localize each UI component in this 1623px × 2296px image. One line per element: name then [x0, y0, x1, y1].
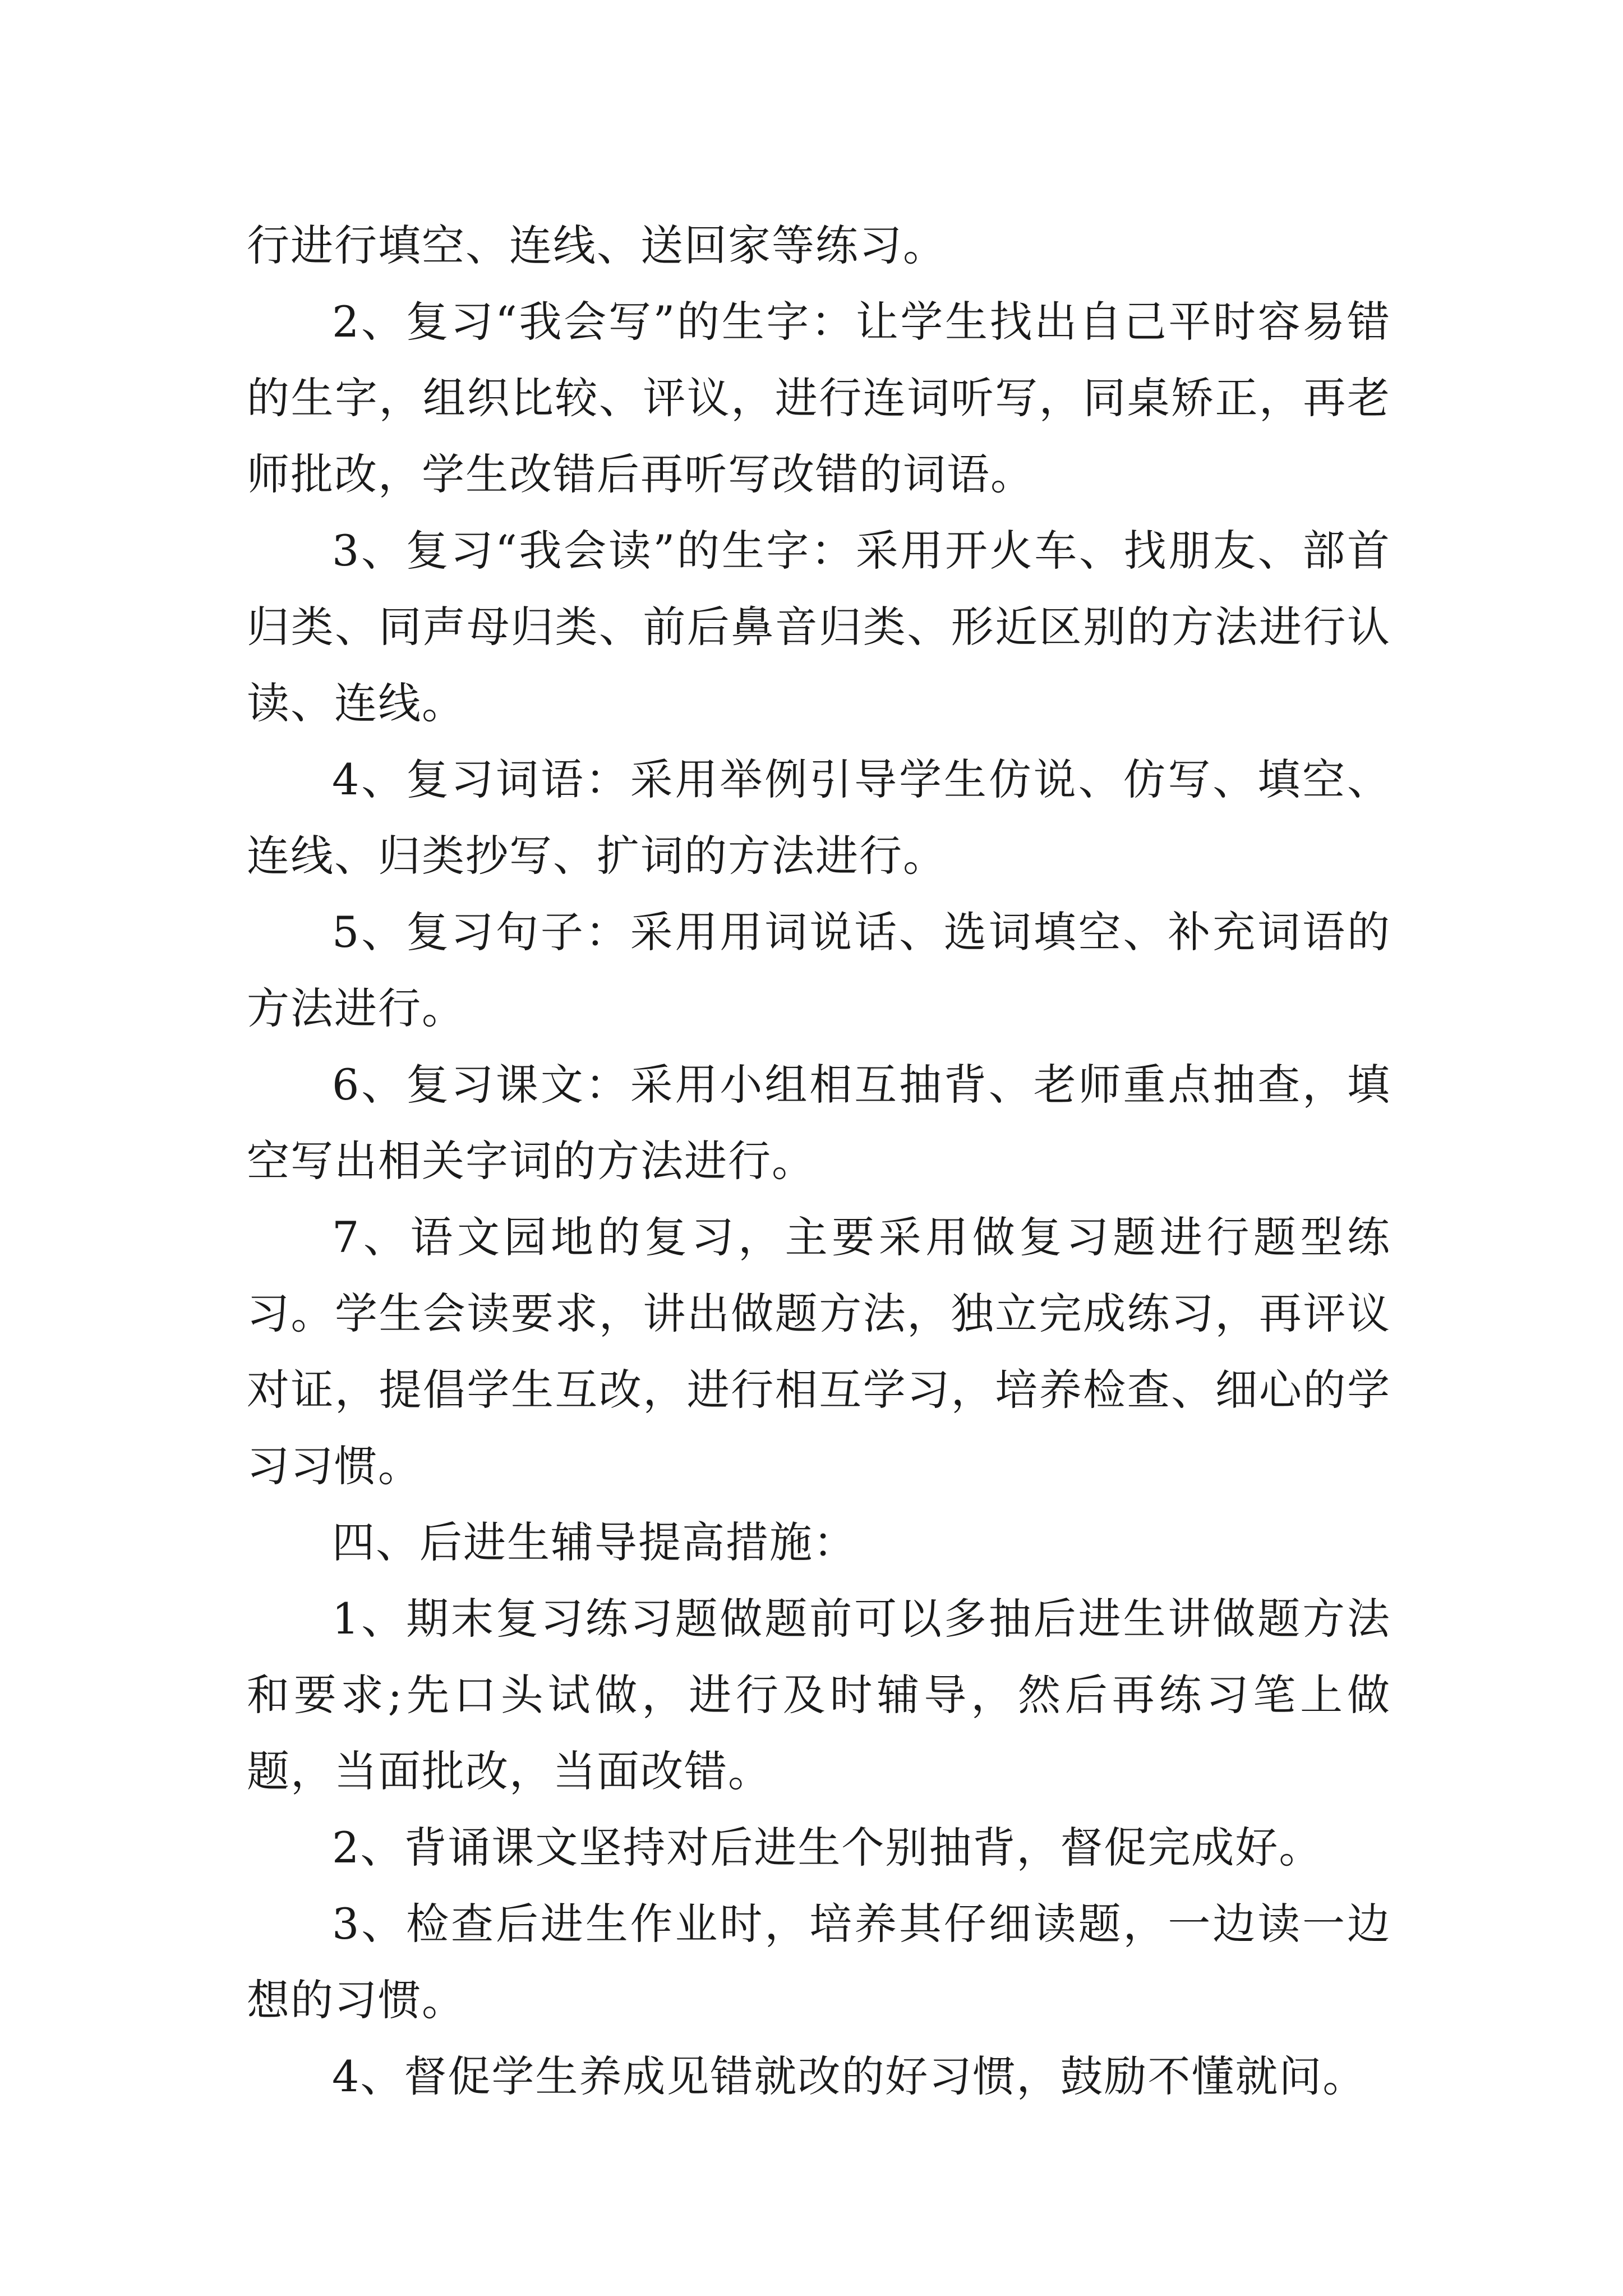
paragraph-continuation: 行进行填空、连线、送回家等练习。 — [247, 220, 947, 270]
paragraph-review-words: 4、复习词语：采用举例引导学生仿说、仿写、填空、连线、归类抄写、扩词的方法进行。 — [247, 754, 1391, 881]
paragraph-tutoring-4: 4、督促学生养成见错就改的好习惯，鼓励不懂就问。 — [332, 2051, 1367, 2101]
paragraph-tutoring-3: 3、检查后进生作业时，培养其仔细读题，一边读一边想的习惯。 — [247, 1899, 1391, 2025]
paragraph-tutoring-1: 1、期末复习练习题做题前可以多抽后进生讲做题方法和要求;先口头试做，进行及时辅导，然后再练习笔上做题，当面批改，当面改错。 — [247, 1594, 1391, 1796]
paragraph-tutoring-2: 2、背诵课文坚持对后进生个别抽背，督促完成好。 — [332, 1823, 1323, 1872]
paragraph-review-reading: 3、复习“我会读”的生字：采用开火车、找朋友、部首归类、同声母归类、前后鼻音归类、形近区别的方法进行认读、连线。 — [247, 526, 1391, 728]
section-heading-tutoring: 四、后进生辅导提高措施： — [332, 1517, 857, 1567]
paragraph-review-sentences: 5、复习句子：采用用词说话、选词填空、补充词语的方法进行。 — [247, 907, 1391, 1033]
paragraph-review-writing: 2、复习“我会写”的生字：让学生找出自己平时容易错的生字，组织比较、评议，进行连词听写，同桌矫正，再老师批改，学生改错后再听写改错的词语。 — [247, 297, 1391, 499]
document-body — [247, 208, 1391, 2115]
paragraph-review-garden: 7、语文园地的复习，主要采用做复习题进行题型练习。学生会读要求，讲出做题方法，独立完成练习，再评议对证，提倡学生互改，进行相互学习，培养检查、细心的学习习惯。 — [247, 1212, 1391, 1491]
paragraph-review-texts: 6、复习课文：采用小组相互抽背、老师重点抽查，填空写出相关字词的方法进行。 — [247, 1060, 1391, 1186]
